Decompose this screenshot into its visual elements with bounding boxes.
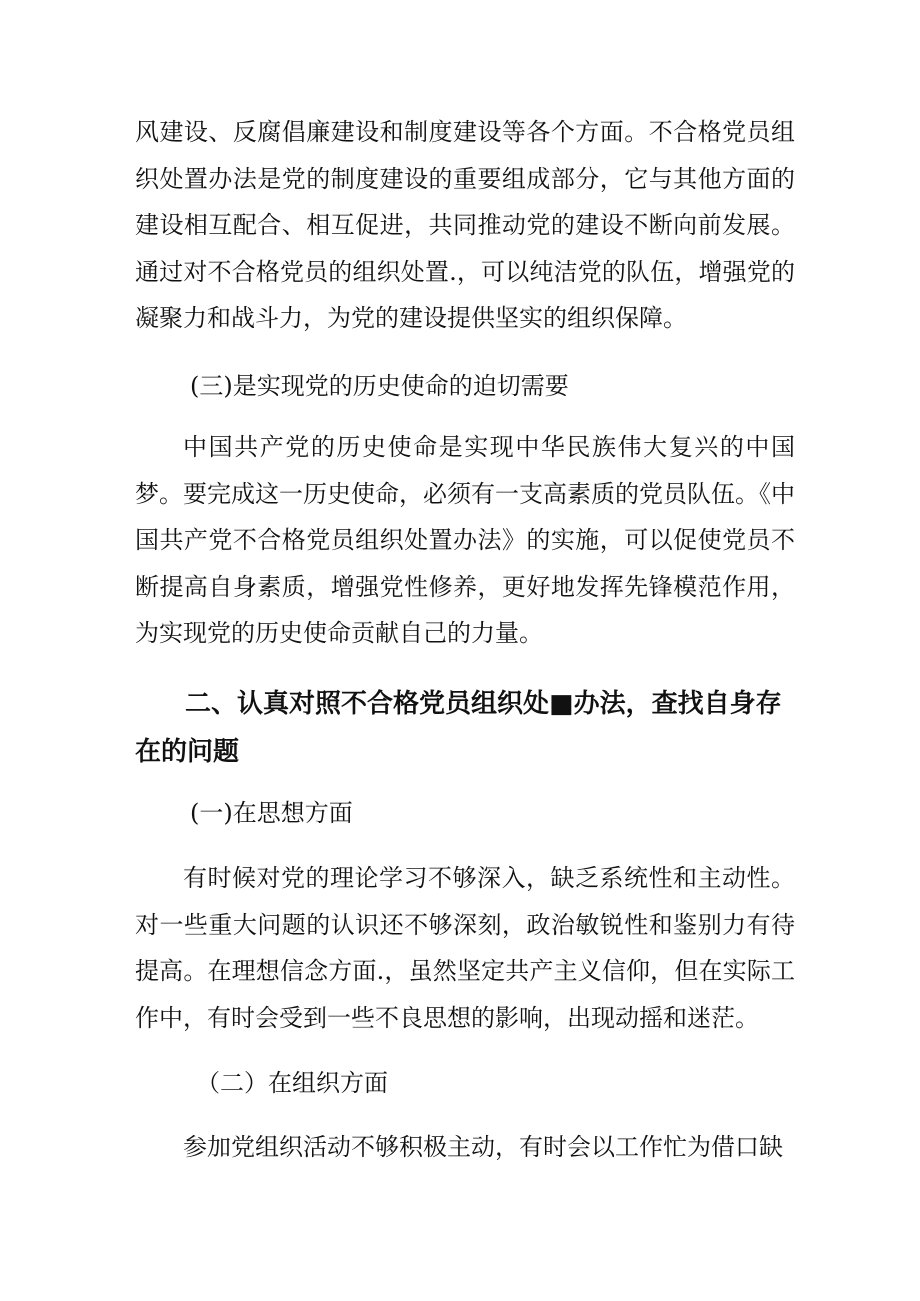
paragraph-historic-mission: 中国共产党的历史使命是实现中华民族伟大复兴的中国梦。要完成这一历史使命，必须有一支高素质的党员队伍。《中国共产党不合格党员组织处置办法》的实施，可以促使党员不断提高自身素质，增强党性修养，更好地发挥先锋模范作用，为实现党的历史使命贡献自己的力量。: [135, 433, 795, 647]
subheading-organization: （二）在组织方面: [196, 1069, 388, 1097]
paragraph-ideology: 有时候对党的理论学习不够深入，缺乏系统性和主动性。对一些重大问题的认识还不够深刻，政治敏锐性和鉴别力有待提高。在理想信念方面.，虽然坚定共产主义信仰，但在实际工作中，有时会受到一些不良思想的影响，出现动摇和迷茫。: [135, 864, 795, 1032]
paragraph-organization: 参加党组织活动不够积极主动，有时会以工作忙为借口缺: [183, 1133, 783, 1161]
section-heading-self-examination: 二、认真对照不合格党员组织处■办法，查找自身存在的问题: [135, 689, 782, 767]
subheading-historic-mission: (三)是实现党的历史使命的迫切需要: [190, 372, 569, 400]
paragraph-party-building: 风建设、反腐倡廉建设和制度建设等各个方面。不合格党员组织处置办法是党的制度建设的重要组成部分，它与其他方面的建设相互配合、相互促进，共同推动党的建设不断向前发展。通过对不合格党员的组织处置.，可以纯洁党的队伍，增强党的凝聚力和战斗力，为党的建设提供坚实的组织保障。: [135, 118, 795, 332]
subheading-ideology: (一)在思想方面: [190, 799, 353, 827]
